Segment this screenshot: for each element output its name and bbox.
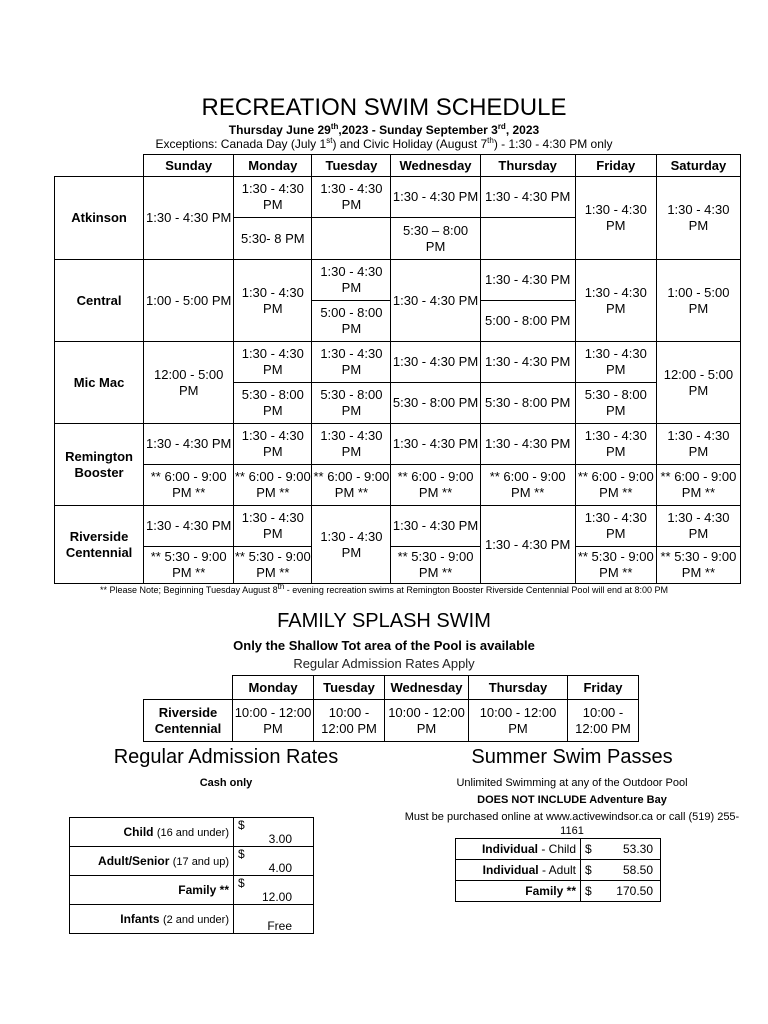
day-header: Tuesday (314, 676, 385, 700)
time-cell: 1:30 - 4:30 PM (312, 177, 391, 218)
time-cell: 5:30 - 8:00 PM (312, 383, 391, 424)
rate-label: Adult/Senior (17 and up) (70, 847, 234, 876)
unlimited-swimming-note: Unlimited Swimming at any of the Outdoor Pool (456, 777, 688, 789)
time-cell: 1:30 - 4:30 PM (234, 424, 312, 465)
time-cell: ** 6:00 - 9:00 PM ** (144, 465, 234, 506)
micmac-row (55, 342, 741, 383)
splash-riverside-row (144, 700, 639, 742)
time-cell: 1:30 - 4:30 PM (391, 424, 480, 465)
time-cell: 1:30 - 4:30 PM (575, 177, 656, 260)
location-remington-booster: Remington Booster (55, 424, 144, 506)
time-cell: 1:30 - 4:30 PM (480, 260, 575, 301)
swim-schedule-table (54, 154, 741, 584)
rate-amount: $12.00 (234, 876, 314, 905)
time-cell: 10:00 - 12:00 PM (233, 700, 314, 742)
rate-amount: Free (234, 905, 314, 934)
atkinson-row (55, 177, 741, 218)
purchase-info: Must be purchased online at www.activewindsor.ca or call (519) 255-1161 (404, 811, 740, 837)
corner-cell (55, 155, 144, 177)
admission-rates-title: Regular Admission Rates (113, 746, 339, 768)
day-header: Monday (234, 155, 312, 177)
location-atkinson: Atkinson (55, 177, 144, 260)
time-cell: 1:30 - 4:30 PM (656, 177, 740, 260)
time-cell: ** 6:00 - 9:00 PM ** (312, 465, 391, 506)
evening-swim-note: ** Please Note; Beginning Tuesday August 8th - evening recreation swims at Remington Booster Riverside Centennial Pool will end at 8:00 PM (100, 582, 668, 595)
pass-label: Individual - Adult (456, 860, 581, 881)
time-cell: 1:30 - 4:30 PM (656, 424, 740, 465)
corner-cell (144, 676, 233, 700)
time-cell: 5:30- 8 PM (234, 218, 312, 260)
day-header: Thursday (480, 155, 575, 177)
time-cell: 10:00 - 12:00 PM (568, 700, 639, 742)
time-cell: 1:30 - 4:30 PM (480, 506, 575, 584)
riverside-row (55, 506, 741, 547)
time-cell: ** 6:00 - 9:00 PM ** (480, 465, 575, 506)
pass-row (456, 881, 661, 902)
time-cell: ** 5:30 - 9:00 PM ** (656, 547, 740, 584)
day-header: Friday (568, 676, 639, 700)
day-header: Wednesday (391, 155, 480, 177)
time-cell: 1:30 - 4:30 PM (575, 506, 656, 547)
rate-label: Family ** (70, 876, 234, 905)
time-cell: 1:30 - 4:30 PM (144, 424, 234, 465)
cash-only-note: Cash only (199, 777, 253, 789)
central-row (55, 260, 741, 301)
exceptions-note: Exceptions: Canada Day (July 1st) and Civic Holiday (August 7th) - 1:30 - 4:30 PM only (155, 136, 613, 151)
time-cell: 1:00 - 5:00 PM (144, 260, 234, 342)
time-cell: 1:30 - 4:30 PM (480, 424, 575, 465)
time-cell: ** 6:00 - 9:00 PM ** (391, 465, 480, 506)
adventure-bay-exclusion: DOES NOT INCLUDE Adventure Bay (477, 794, 667, 806)
time-cell: 1:30 - 4:30 PM (234, 506, 312, 547)
admission-rates-table (69, 817, 314, 934)
time-cell: 1:30 - 4:30 PM (391, 506, 480, 547)
empty-cell (480, 218, 575, 260)
time-cell: ** 5:30 - 9:00 PM ** (144, 547, 234, 584)
time-cell: 12:00 - 5:00 PM (656, 342, 740, 424)
time-cell: 1:30 - 4:30 PM (391, 260, 480, 342)
time-cell: 1:30 - 4:30 PM (144, 177, 234, 260)
time-cell: 10:00 - 12:00 PM (469, 700, 568, 742)
time-cell: 1:30 - 4:30 PM (575, 342, 656, 383)
remington-row (55, 424, 741, 465)
time-cell: 5:30 - 8:00 PM (234, 383, 312, 424)
page-title: RECREATION SWIM SCHEDULE (201, 94, 567, 121)
day-header: Thursday (469, 676, 568, 700)
rate-row (70, 905, 314, 934)
rate-amount: $4.00 (234, 847, 314, 876)
pass-amount: $ 53.30 (581, 839, 661, 860)
swim-passes-title: Summer Swim Passes (471, 746, 673, 768)
day-header: Wednesday (385, 676, 469, 700)
time-cell: 1:30 - 4:30 PM (144, 506, 234, 547)
pass-row (456, 839, 661, 860)
day-header: Friday (575, 155, 656, 177)
empty-cell (312, 218, 391, 260)
time-cell: 1:30 - 4:30 PM (312, 260, 391, 301)
family-splash-title: FAMILY SPLASH SWIM (277, 610, 491, 632)
time-cell: ** 6:00 - 9:00 PM ** (575, 465, 656, 506)
family-splash-rates-note: Regular Admission Rates Apply (293, 656, 475, 671)
time-cell: 1:30 - 4:30 PM (391, 177, 480, 218)
time-cell: ** 5:30 - 9:00 PM ** (234, 547, 312, 584)
rate-amount: $3.00 (234, 818, 314, 847)
day-header: Sunday (144, 155, 234, 177)
time-cell: 12:00 - 5:00 PM (144, 342, 234, 424)
location-riverside-centennial: Riverside Centennial (144, 700, 233, 742)
time-cell: 1:30 - 4:30 PM (575, 424, 656, 465)
day-header: Monday (233, 676, 314, 700)
season-dates: Thursday June 29th,2023 - Sunday September 3rd, 2023 (228, 122, 540, 137)
time-cell: 5:30 - 8:00 PM (575, 383, 656, 424)
time-cell: 10:00 - 12:00 PM (314, 700, 385, 742)
swim-passes-table (455, 838, 661, 902)
rate-row (70, 876, 314, 905)
rate-label: Child (16 and under) (70, 818, 234, 847)
time-cell: 1:30 - 4:30 PM (480, 342, 575, 383)
time-cell: 1:30 - 4:30 PM (312, 424, 391, 465)
time-cell: 1:00 - 5:00 PM (656, 260, 740, 342)
pass-label: Individual - Child (456, 839, 581, 860)
time-cell: 5:30 - 8:00 PM (391, 383, 480, 424)
rate-row (70, 818, 314, 847)
family-splash-subtitle: Only the Shallow Tot area of the Pool is available (233, 638, 535, 653)
riverside-row-evening (55, 547, 741, 584)
time-cell: ** 5:30 - 9:00 PM ** (575, 547, 656, 584)
family-splash-table (143, 675, 639, 742)
time-cell: 1:30 - 4:30 PM (312, 506, 391, 584)
time-cell: 1:30 - 4:30 PM (656, 506, 740, 547)
time-cell: 1:30 - 4:30 PM (234, 177, 312, 218)
location-riverside-centennial: Riverside Centennial (55, 506, 144, 584)
day-header: Tuesday (312, 155, 391, 177)
location-central: Central (55, 260, 144, 342)
splash-header-row (144, 676, 639, 700)
time-cell: 1:30 - 4:30 PM (391, 342, 480, 383)
time-cell: 1:30 - 4:30 PM (234, 342, 312, 383)
pass-amount: $ 170.50 (581, 881, 661, 902)
rate-row (70, 847, 314, 876)
time-cell: 5:30 - 8:00 PM (480, 383, 575, 424)
time-cell: 1:30 - 4:30 PM (234, 260, 312, 342)
time-cell: 1:30 - 4:30 PM (575, 260, 656, 342)
time-cell: 10:00 - 12:00 PM (385, 700, 469, 742)
time-cell: 5:30 – 8:00 PM (391, 218, 480, 260)
pass-label: Family ** (456, 881, 581, 902)
time-cell: 1:30 - 4:30 PM (480, 177, 575, 218)
pass-amount: $ 58.50 (581, 860, 661, 881)
remington-row-evening (55, 465, 741, 506)
time-cell: 1:30 - 4:30 PM (312, 342, 391, 383)
time-cell: 5:00 - 8:00 PM (312, 301, 391, 342)
location-mic-mac: Mic Mac (55, 342, 144, 424)
time-cell: ** 6:00 - 9:00 PM ** (234, 465, 312, 506)
rate-label: Infants (2 and under) (70, 905, 234, 934)
day-header-row (55, 155, 741, 177)
time-cell: ** 5:30 - 9:00 PM ** (391, 547, 480, 584)
time-cell: 5:00 - 8:00 PM (480, 301, 575, 342)
time-cell: ** 6:00 - 9:00 PM ** (656, 465, 740, 506)
day-header: Saturday (656, 155, 740, 177)
pass-row (456, 860, 661, 881)
